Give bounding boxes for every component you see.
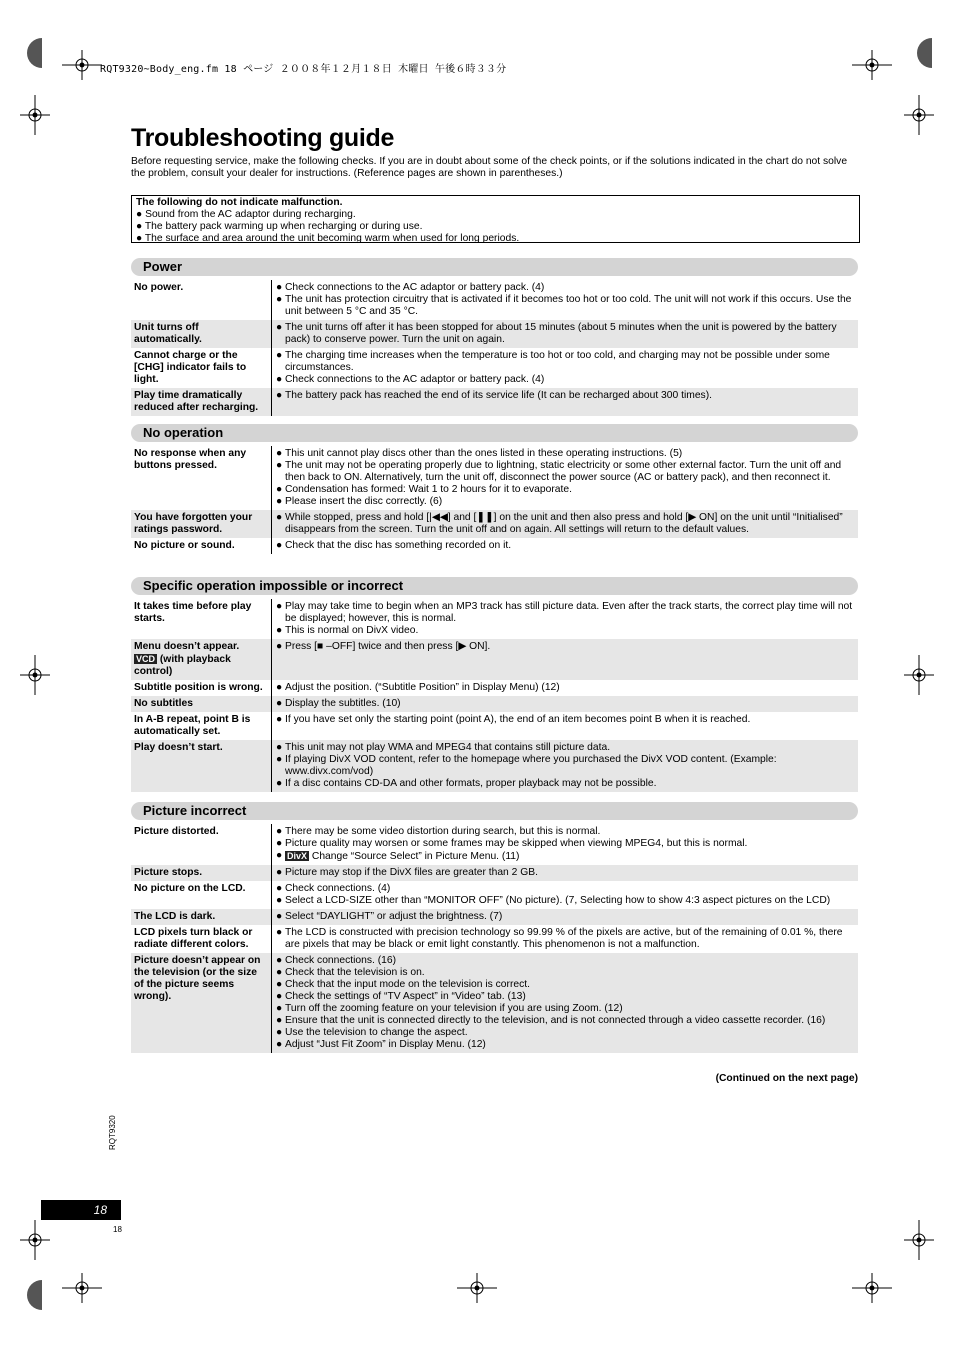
bullet-icon: ● [276,967,283,978]
solution-item [276,294,854,318]
solution-text: Adjust “Just Fit Zoom” in Display Menu. (12) [285,1039,486,1050]
bullet-icon: ● [276,512,283,523]
table-row [131,388,858,416]
table-row [131,538,858,554]
table-row [131,510,858,538]
section-heading: Specific operation impossible or incorrect [131,577,858,595]
continued-note: (Continued on the next page) [715,1073,858,1084]
bullet-icon: ● [276,754,283,765]
bullet-icon: ● [276,911,283,922]
bullet-icon: ● [276,826,283,837]
solution-text: This unit may not play WMA and MPEG4 that contains still picture data. [285,742,611,753]
table-row [131,712,858,740]
solution-item [276,867,854,879]
section-no-operation [131,424,858,554]
solution-text: Select a LCD-SIZE other than “MONITOR OFF” (No picture). (7, Selecting how to show 4:3 aspect pictures on the LCD) [285,895,831,906]
section-specific-operation [131,577,858,792]
symptom-text: (with playback control) [134,654,231,677]
solution-item [276,625,854,637]
solution-text: Check that the television is on. [285,967,425,978]
solution-text: If playing DivX VOD content, refer to the homepage where you purchased the DivX VOD content. (Example: www.divx.com/vod) [285,754,777,777]
solution-item [276,484,854,496]
solution-text: The charging time increases when the temperature is too hot or too cold, and charging may not be possible under some circumstances. [285,350,830,373]
solution-cell [272,881,858,909]
solution-item [276,460,854,484]
note-list [136,209,855,245]
solution-text: Check connections to the AC adaptor or battery pack. (4) [285,374,545,385]
symptom-cell: You have forgotten your ratings password. [131,510,272,538]
solution-cell [272,510,858,538]
solution-text: Adjust the position. (“Subtitle Position” in Display Menu) (12) [285,682,560,693]
symptom-cell: Picture stops. [131,865,272,881]
solution-item [276,641,854,653]
section-picture-incorrect [131,802,858,1053]
table-row [131,740,858,792]
bullet-icon: ● [276,927,283,938]
solution-item [276,1003,854,1015]
color-target-icon [22,38,42,68]
solution-item [276,1027,854,1039]
bullet-icon: ● [276,1039,283,1050]
registration-mark-icon [20,1220,50,1260]
solution-item [276,850,854,863]
section-heading: Picture incorrect [131,802,858,820]
registration-mark-icon [20,655,50,695]
color-target-icon [22,1280,42,1310]
registration-mark-icon [904,95,934,135]
symptom-cell: Subtitle position is wrong. [131,680,272,696]
registration-mark-icon [62,1273,102,1303]
trouble-table [131,280,858,416]
solution-cell [272,599,858,639]
solution-cell [272,712,858,740]
solution-text: Condensation has formed: Wait 1 to 2 hours for it to evaporate. [285,484,572,495]
solution-text: If a disc contains CD-DA and other formats, proper playback may not be possible. [285,778,657,789]
solution-text: The LCD is constructed with precision technology so 99.99 % of the pixels are active, but of the remaining of 0.01 %, there are pixels that may be black or emit light constantly. This phenomenon is not a malfunction. [285,927,843,950]
bullet-icon: ● [276,883,283,894]
solution-item [276,778,854,790]
model-code: RQT9320 [108,1115,117,1150]
note-title: The following do not indicate malfunction. [136,197,343,208]
registration-mark-icon [20,95,50,135]
symptom-cell: Unit turns off automatically. [131,320,272,348]
solution-item [276,601,854,625]
solution-item [276,496,854,508]
solution-item [276,883,854,895]
bullet-icon: ● [276,955,283,966]
bullet-icon: ● [276,742,283,753]
solution-item [276,1015,854,1027]
symptom-cell [131,639,272,680]
trouble-table [131,599,858,792]
solution-cell [272,348,858,388]
solution-cell [272,740,858,792]
solution-cell [272,925,858,953]
bullet-icon: ● [276,1027,283,1038]
symptom-cell: LCD pixels turn black or radiate different colors. [131,925,272,953]
registration-mark-icon [904,1220,934,1260]
trouble-table [131,446,858,554]
solution-cell [272,280,858,320]
solution-text: Select “DAYLIGHT” or adjust the brightness. (7) [285,911,503,922]
solution-text: Check that the disc has something recorded on it. [285,540,512,551]
solution-text: The unit may not be operating properly due to lightning, static electricity or some other external factor. Turn the unit off and then back to ON. Alternatively, turn the unit off, disconnect the power source (AC or battery pack), and then reconnect it. [285,460,842,483]
solution-cell [272,680,858,696]
solution-cell [272,388,858,416]
file-header: RQT9320~Body_eng.fm 18 ページ ２００８年１２月１８日 木曜日 午後６時３３分 [100,64,507,75]
solution-text: This is normal on DivX video. [285,625,419,636]
solution-item [276,1039,854,1051]
table-row [131,865,858,881]
note-item: ● Sound from the AC adaptor during recharging. [136,209,356,220]
solution-text: Picture quality may worsen or some frames may be skipped when viewing MPEG4, but this is normal. [285,838,748,849]
solution-text: Please insert the disc correctly. (6) [285,496,443,507]
table-row [131,320,858,348]
symptom-cell: No response when any buttons pressed. [131,446,272,510]
table-row [131,680,858,696]
page-title: Troubleshooting guide [131,124,395,152]
intro-text: Before requesting service, make the following checks. If you are in doubt about some of the check points, or if the solutions indicated in the chart do not solve the problem, consult your dealer for instructions. (Reference pages are shown in parentheses.) [131,156,848,179]
bullet-icon: ● [276,850,283,861]
solution-text: The unit has protection circuitry that is activated if it becomes too hot or too cold. The unit will not work if this occurs. Use the unit between 5 °C and 35 °C. [285,294,852,317]
solution-item [276,448,854,460]
solution-cell [272,538,858,554]
table-row [131,696,858,712]
solution-text: Display the subtitles. (10) [285,698,401,709]
symptom-cell: Picture doesn’t appear on the television (or the size of the picture seems wrong). [131,953,272,1053]
solution-item [276,991,854,1003]
solution-item [276,350,854,374]
solution-text: Check connections. (4) [285,883,391,894]
no-malfunction-note [131,195,860,243]
bullet-icon: ● [276,540,283,551]
table-row [131,881,858,909]
solution-item [276,927,854,951]
solution-cell [272,320,858,348]
registration-mark-icon [852,1273,892,1303]
solution-text: Turn off the zooming feature on your television if you are using Zoom. (12) [285,1003,623,1014]
bullet-icon: ● [276,991,283,1002]
note-item: ● The surface and area around the unit becoming warm when used for long periods. [136,233,520,244]
bullet-icon: ● [276,625,283,636]
solution-text: While stopped, press and hold [|◀◀] and [❚❚] on the unit and then also press and hold [▶ ON] on the unit until “Initialised” disappears from the screen. Turn the unit off and on again. All settings will return to the default values. [285,512,843,535]
bullet-icon: ● [276,838,283,849]
symptom-cell: No picture or sound. [131,538,272,554]
solution-item [276,714,854,726]
table-row [131,280,858,320]
section-heading: Power [131,258,858,276]
solution-item [276,540,854,552]
solution-item [276,512,854,536]
note-item: ● The battery pack warming up when recharging or during use. [136,221,423,232]
solution-item [276,698,854,710]
solution-text: Press [■ –OFF] twice and then press [▶ ON]. [285,641,491,652]
solution-text: Check connections to the AC adaptor or battery pack. (4) [285,282,545,293]
symptom-text: Menu doesn’t appear. [134,641,240,652]
bullet-icon: ● [276,390,283,401]
trouble-table [131,824,858,1053]
solution-cell [272,446,858,510]
bullet-icon: ● [276,374,283,385]
solution-text: The unit turns off after it has been stopped for about 15 minutes (about 5 minutes when the unit is powered by the battery pack) to conserve power. Turn the unit on again. [285,322,837,345]
symptom-cell: In A-B repeat, point B is automatically set. [131,712,272,740]
section-power [131,258,858,416]
solution-item [276,322,854,346]
bullet-icon: ● [276,322,283,333]
bullet-icon: ● [276,867,283,878]
bullet-icon: ● [276,1015,283,1026]
bullet-icon: ● [276,496,283,507]
table-row [131,925,858,953]
solution-text: Check the settings of “TV Aspect” in “Video” tab. (13) [285,991,526,1002]
color-target-icon [912,38,932,68]
solution-cell [272,696,858,712]
solution-text: If you have set only the starting point (point A), the end of an item becomes point B when it is reached. [285,714,751,725]
solution-cell [272,909,858,925]
bullet-icon: ● [276,601,283,612]
solution-item [276,955,854,967]
solution-item [276,282,854,294]
solution-text: Play may take time to begin when an MP3 track has still picture data. Even after the track starts, the correct play time will not be displayed; however, this is normal. [285,601,853,624]
solution-cell [272,865,858,881]
solution-item [276,682,854,694]
solution-cell [272,953,858,1053]
page-number: 18 [41,1200,121,1220]
solution-item [276,911,854,923]
registration-mark-icon [852,50,892,80]
registration-mark-icon [904,655,934,695]
section-heading: No operation [131,424,858,442]
table-row [131,348,858,388]
symptom-cell: Cannot charge or the [CHG] indicator fails to light. [131,348,272,388]
bullet-icon: ● [276,448,283,459]
symptom-cell: No power. [131,280,272,320]
solution-item [276,826,854,838]
solution-text: This unit cannot play discs other than the ones listed in these operating instructions. (5) [285,448,683,459]
bullet-icon: ● [276,484,283,495]
symptom-cell: Play time dramatically reduced after recharging. [131,388,272,416]
symptom-cell: Picture distorted. [131,824,272,865]
solution-item [276,838,854,850]
solution-cell [272,824,858,865]
bullet-icon: ● [276,641,283,652]
solution-cell [272,639,858,680]
bullet-icon: ● [276,282,283,293]
bullet-icon: ● [276,698,283,709]
solution-item [276,979,854,991]
table-row [131,599,858,639]
symptom-cell: No picture on the LCD. [131,881,272,909]
solution-text: There may be some video distortion during search, but this is normal. [285,826,601,837]
solution-item [276,742,854,754]
divx-badge: DivX [287,851,308,861]
bullet-icon: ● [276,778,283,789]
solution-text: Check that the input mode on the television is correct. [285,979,530,990]
solution-item [276,374,854,386]
solution-text: The battery pack has reached the end of its service life (It can be recharged about 300 times). [285,390,712,401]
table-row [131,824,858,865]
table-row [131,953,858,1053]
bullet-icon: ● [276,895,283,906]
registration-mark-icon [62,50,102,80]
solution-text: Ensure that the unit is connected directly to the television, and is not connected through a video cassette recorder. (16) [285,1015,826,1026]
solution-text: DivX Change “Source Select” in Picture Menu. (11) [287,851,520,862]
bullet-icon: ● [276,460,283,471]
bullet-icon: ● [276,294,283,305]
solution-item [276,390,854,402]
symptom-cell: The LCD is dark. [131,909,272,925]
table-row [131,639,858,680]
solution-item [276,895,854,907]
table-row [131,446,858,510]
symptom-cell: No subtitles [131,696,272,712]
solution-text: Picture may stop if the DivX files are greater than 2 GB. [285,867,538,878]
solution-item [276,754,854,778]
table-row [131,909,858,925]
vcd-badge: VCD [136,654,156,664]
solution-text: Check connections. (16) [285,955,397,966]
symptom-cell: It takes time before play starts. [131,599,272,639]
color-target-icon [912,1280,932,1310]
bullet-icon: ● [276,350,283,361]
registration-mark-icon [457,1273,497,1303]
page-number-small: 18 [113,1225,122,1234]
solution-text: Use the television to change the aspect. [285,1027,468,1038]
bullet-icon: ● [276,682,283,693]
solution-item [276,967,854,979]
bullet-icon: ● [276,714,283,725]
bullet-icon: ● [276,1003,283,1014]
symptom-cell: Play doesn’t start. [131,740,272,792]
bullet-icon: ● [276,979,283,990]
